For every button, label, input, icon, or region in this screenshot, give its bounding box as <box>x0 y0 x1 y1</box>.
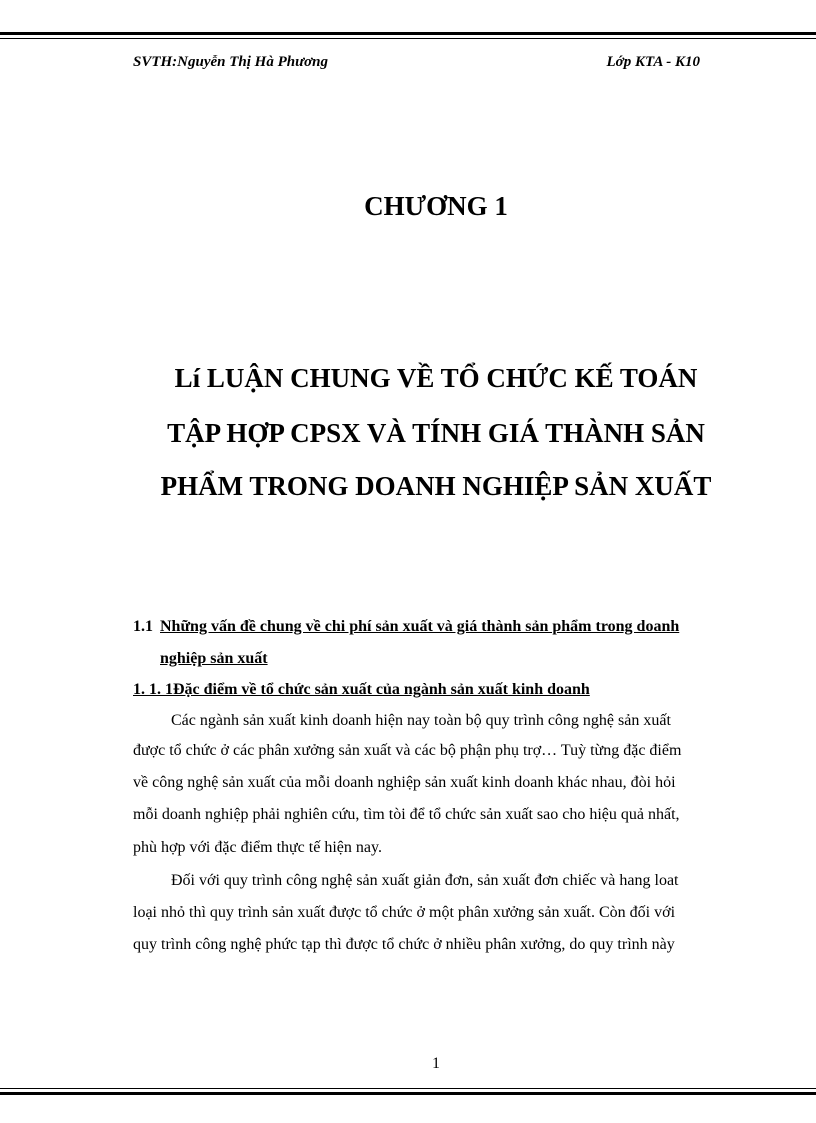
paragraph-2-line-2: loại nhỏ thì quy trình sản xuất được tổ chức ở một phân xưởng sản xuất. Còn đối với <box>133 904 676 921</box>
paragraph-1-line-2: được tổ chức ở các phân xưởng sản xuất và các bộ phận phụ trợ… Tuỳ từng đặc điểm <box>133 742 682 759</box>
paragraph-1-line-5: phù hợp với đặc điểm thực tế hiện nay. <box>133 839 382 856</box>
paragraph-1-line-3: về công nghệ sản xuất của mỗi doanh nghiệp sản xuất kinh doanh khác nhau, đòi hỏi <box>133 774 676 791</box>
paragraph-1-line-4: mỗi doanh nghiệp phải nghiên cứu, tìm tòi để tổ chức sản xuất sao cho hiệu quả nhất, <box>133 806 680 823</box>
bottom-border-thick <box>0 1092 816 1095</box>
chapter-number: CHƯƠNG 1 <box>364 191 508 221</box>
section-1-1-title-line-2: nghiệp sản xuất <box>160 650 268 667</box>
chapter-title-line-3: PHẨM TRONG DOANH NGHIỆP SẢN XUẤT <box>160 471 712 501</box>
paragraph-1-line-1: Các ngành sản xuất kinh doanh hiện nay toàn bộ quy trình công nghệ sản xuất <box>171 712 671 729</box>
bottom-border-thin <box>0 1088 816 1089</box>
page-number: 1 <box>432 1055 440 1072</box>
chapter-title-line-2: TẬP HỢP CPSX VÀ TÍNH GIÁ THÀNH SẢN <box>167 418 705 448</box>
paragraph-2-line-1: Đối với quy trình công nghệ sản xuất giản đơn, sản xuất đơn chiếc và hang loat <box>171 872 679 889</box>
header-class: Lớp KTA - K10 <box>606 54 700 70</box>
chapter-title-line-1: Lí LUẬN CHUNG VỀ TỔ CHỨC KẾ TOÁN <box>174 363 698 393</box>
paragraph-2-line-3: quy trình công nghệ phức tạp thì được tổ chức ở nhiều phân xưởng, do quy trình này <box>133 936 675 953</box>
top-border-thin <box>0 38 816 39</box>
section-1-1-number: 1.1 <box>133 618 153 635</box>
top-border-thick <box>0 32 816 35</box>
header-author: SVTH:Nguyễn Thị Hà Phương <box>133 54 328 70</box>
section-1-1-1-heading: 1. 1. 1Đặc điểm về tổ chức sản xuất của ngành sản xuất kinh doanh <box>133 681 590 698</box>
section-1-1-title-line-1: Những vấn đề chung về chi phí sản xuất và giá thành sản phẩm trong doanh <box>160 618 680 635</box>
